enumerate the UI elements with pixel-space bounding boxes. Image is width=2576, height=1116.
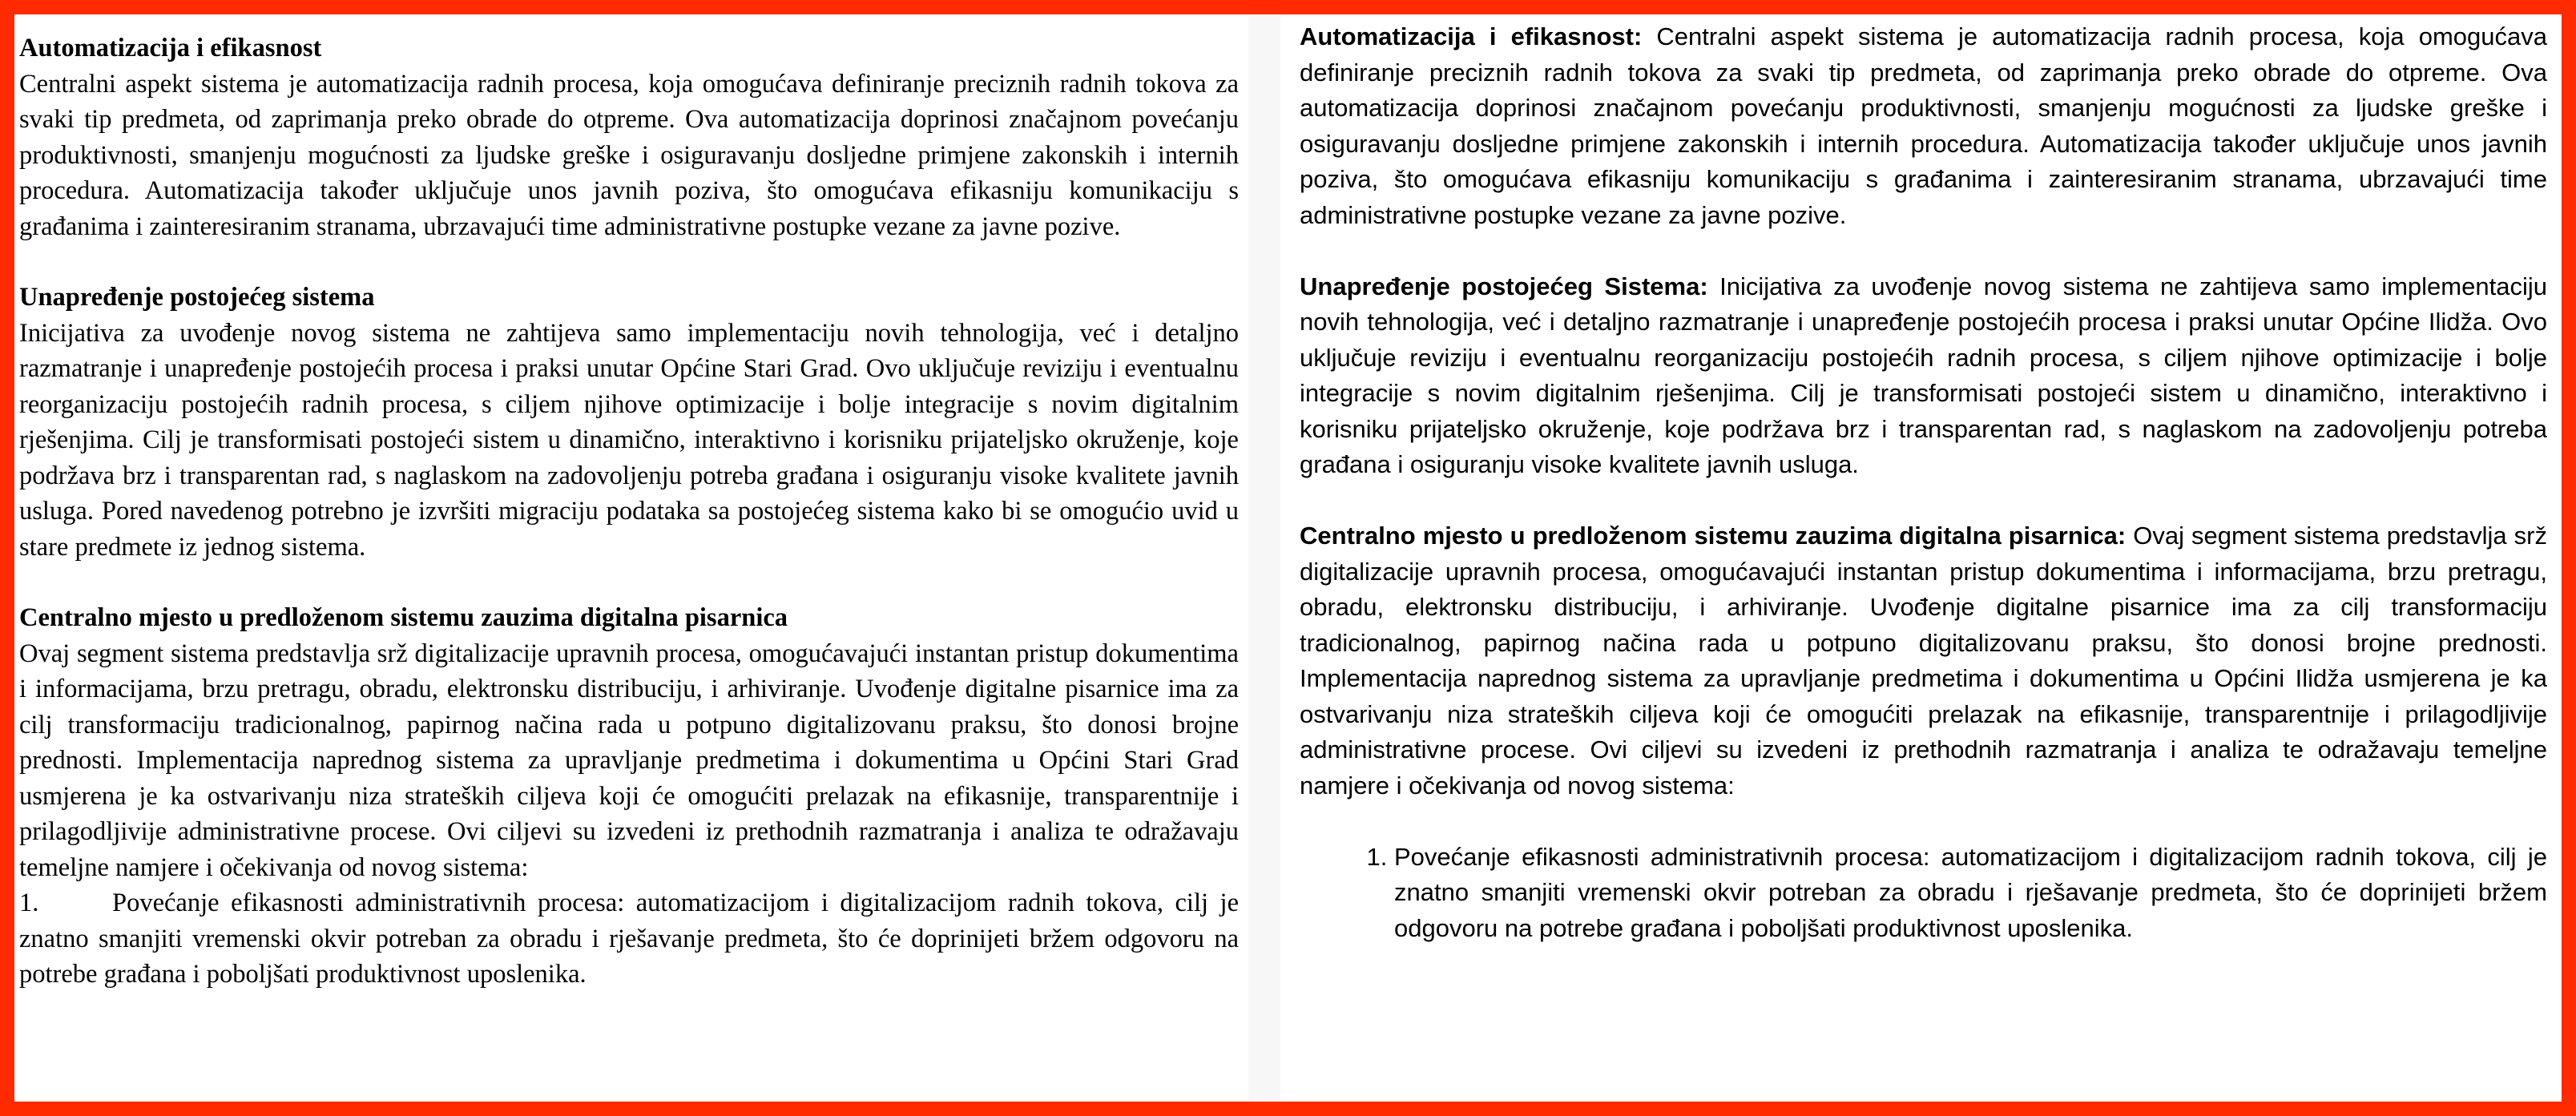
left-list-item-text: Povećanje efikasnosti administrativnih procesa: automatizacijom i digitalizacijom radnih tokova, cilj je znatno smanjiti vremenski okvir potreban za obradu i rješavanje predmeta, što će doprinijeti bržem odgovoru na potrebe građana i poboljšati produktivnost uposlenika. <box>19 888 1239 989</box>
left-heading-automation: Automatizacija i efikasnost <box>19 34 322 62</box>
right-heading-automation: Automatizacija i efikasnost: <box>1300 22 1643 50</box>
right-body-automation: Centralni aspekt sistema je automatizacija radnih procesa, koja omogućava definiranje preciznih radnih tokova za svaki tip predmeta, od zaprimanja preko obrade do otpreme. Ova automatizacija doprinosi značajnom povećanju produktivnosti, smanjenju mogućnosti za ljudske greške i osiguravanju dosljedne primjene zakonskih i internih procedura. Automatizacija također uključuje unos javnih poziva, što omogućava efikasniju komunikaciju s građanima i zainteresiranim stranama, ubrzavajući time administrativne postupke vezane za javne pozive. <box>1300 22 2547 229</box>
left-heading-digital-registry: Centralno mjesto u predloženom sistemu zauzima digitalna pisarnica <box>19 603 788 632</box>
right-list-item: 1. Povećanje efikasnosti administrativnih procesa: automatizacijom i digitalizacijom radnih tokova, cilj je znatno smanjiti vremenski okvir potreban za obradu i rješavanje predmeta, što će doprinijeti bržem odgovoru na potrebe građana i poboljšati produktivnost uposlenika. <box>1394 840 2547 947</box>
left-section-improvement <box>19 280 1239 565</box>
right-paragraph-automation <box>1300 19 2547 233</box>
left-paragraph-digital-registry: Ovaj segment sistema predstavlja srž digitalizacije upravnih procesa, omogućavajući instantan pristup dokumentima i informacijama, brzu pretragu, obradu, elektronsku distribuciju, i arhiviranje. Uvođenje digitalne pisarnice ima za cilj transformaciju tradicionalnog, papirnog načina rada u potpuno digitalizovanu praksu, što donosi brojne prednosti. Implementacija naprednog sistema za upravljanje predmetima i dokumentima u Općini Stari Grad usmjerena je ka ostvarivanju niza strateških ciljeva koji će omogućiti prelazak na efikasnije, transparentnije i prilagodljivije administrativne procese. Ovi ciljevi su izvedeni iz prethodnih razmatranja i analiza te odražavaju temeljne namjere i očekivanja od novog sistema: <box>19 639 1239 882</box>
left-section-digital-registry <box>19 600 1239 993</box>
document-frame <box>14 14 2562 1102</box>
right-document-pane <box>1280 14 2562 1102</box>
right-paragraph-digital-registry <box>1300 518 2547 804</box>
right-section-automation <box>1300 19 2547 233</box>
pane-divider <box>1248 14 1280 1102</box>
left-paragraph-improvement: Inicijativa za uvođenje novog sistema ne zahtijeva samo implementaciju novih tehnologija, već i detaljno razmatranje i unapređenje postojećih procesa i praksi unutar Općine Stari Grad. Ovo uključuje reviziju i eventualnu reorganizaciju postojećih radnih procesa, s ciljem njihove optimizacije i bolje integracije s novim digitalnim rješenjima. Cilj je transformisati postojeći sistem u dinamično, interaktivno i korisniku prijateljsko okruženje, koje podržava brz i transparentan rad, s naglaskom na zadovoljenju potreba građana i osiguranju visoke kvalitete javnih usluga. Pored navedenog potrebno je izvršiti migraciju podataka sa postojećeg sistema kako bi se omogućio uvid u stare predmete iz jednog sistema. <box>19 318 1239 562</box>
right-body-improvement: Inicijativa za uvođenje novog sistema ne zahtijeva samo implementaciju novih tehnologija, već i detaljno razmatranje i unapređenje postojećih procesa i praksi unutar Općine Ilidža. Ovo uključuje reviziju i eventualnu reorganizaciju postojećih radnih procesa, s ciljem njihove optimizacije i bolje integracije s novim digitalnim rješenjima. Cilj je transformisati postojeći sistem u dinamično, interaktivno i korisniku prijateljsko okruženje, koje podržava brz i transparentan rad, s naglaskom na zadovoljenju potreba građana i osiguranju visoke kvalitete javnih usluga. <box>1300 272 2547 478</box>
right-heading-improvement: Unapređenje postojećeg Sistema: <box>1300 272 1708 300</box>
left-heading-improvement: Unapređenje postojećeg sistema <box>19 283 375 312</box>
right-section-digital-registry <box>1300 518 2547 804</box>
right-goals-list <box>1300 840 2547 947</box>
left-paragraph-automation: Centralni aspekt sistema je automatizacija radnih procesa, koja omogućava definiranje preciznih radnih tokova za svaki tip predmeta, od zaprimanja preko obrade do otpreme. Ova automatizacija doprinosi značajnom povećanju produktivnosti, smanjenju mogućnosti za ljudske greške i osiguravanju dosljedne primjene zakonskih i internih procedura. Automatizacija također uključuje unos javnih poziva, što omogućava efikasniju komunikaciju s građanima i zainteresiranim stranama, ubrzavajući time administrativne postupke vezane za javne pozive. <box>19 69 1239 241</box>
right-section-improvement <box>1300 269 2547 483</box>
right-paragraph-improvement <box>1300 269 2547 483</box>
left-section-automation <box>19 30 1239 244</box>
left-list-item-number: 1. <box>19 888 39 917</box>
right-body-digital-registry: Ovaj segment sistema predstavlja srž digitalizacije upravnih procesa, omogućavajući instantan pristup dokumentima i informacijama, brzu pretragu, obradu, elektronsku distribuciju, i arhiviranje. Uvođenje digitalne pisarnice ima za cilj transformaciju tradicionalnog, papirnog načina rada u potpuno digitalizovanu praksu, što donosi brojne prednosti. Implementacija naprednog sistema za upravljanje predmetima i dokumentima u Općini Ilidža usmjerena je ka ostvarivanju niza strateških ciljeva koji će omogućiti prelazak na efikasnije, transparentnije i prilagodljivije administrativne procese. Ovi ciljevi su izvedeni iz prethodnih razmatranja i analiza te odražavaju temeljne namjere i očekivanja od novog sistema: <box>1300 522 2548 800</box>
left-list-item <box>19 885 1239 993</box>
left-document-pane <box>14 14 1248 1102</box>
right-heading-digital-registry: Centralno mjesto u predloženom sistemu zauzima digitalna pisarnica: <box>1300 522 2127 550</box>
